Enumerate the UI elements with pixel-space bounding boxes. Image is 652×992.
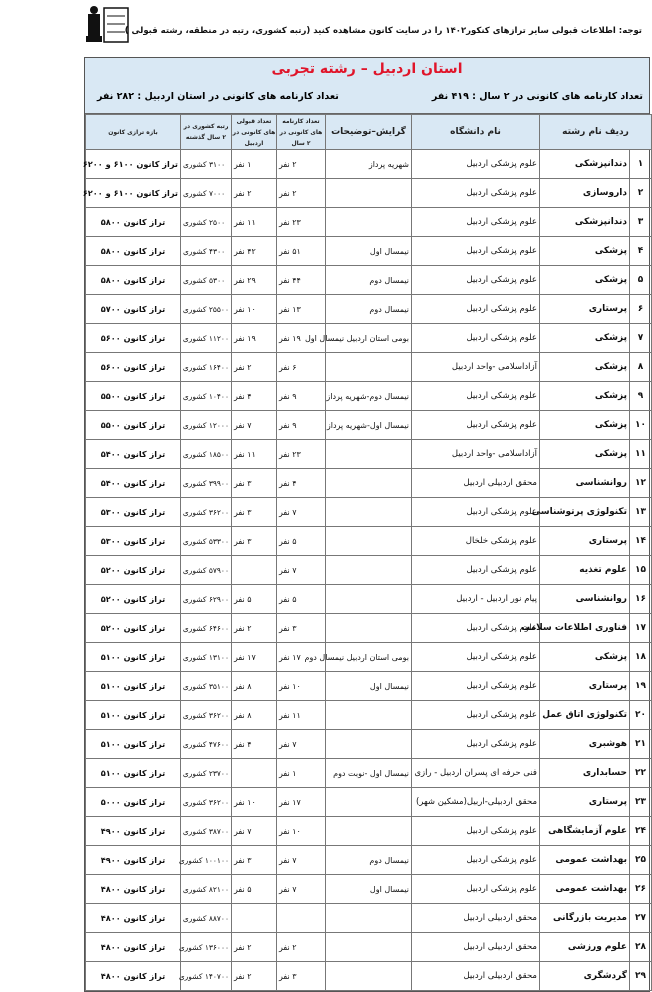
major-name: گردشگری: [540, 962, 630, 991]
desc-cell: [326, 730, 412, 759]
panel-header: [85, 58, 649, 114]
table-row: [86, 208, 652, 237]
major-name: پرستاری: [540, 788, 630, 817]
university-name: علوم پزشکی اردبیل: [412, 498, 540, 527]
count-cell: ۳ نفر: [277, 962, 326, 991]
range-cell: تراز کانون ۶۱۰۰ و ۶۲۰۰: [86, 179, 181, 208]
range-cell: تراز کانون ۴۸۰۰: [86, 962, 181, 991]
row-index: ۲۲: [630, 759, 652, 788]
university-name: علوم پزشکی خلخال: [412, 527, 540, 556]
university-name: محقق اردبیلی اردبیل: [412, 962, 540, 991]
rank-cell: ۸۸۷۰۰ کشوری: [181, 904, 232, 933]
count-cell: ۹ نفر: [277, 382, 326, 411]
rank-cell: ۱۶۴۰۰ کشوری: [181, 353, 232, 382]
major-name: علوم آزمایشگاهی: [540, 817, 630, 846]
rank-cell: ۱۱۲۰۰ کشوری: [181, 324, 232, 353]
university-name: فنی حرفه ای پسران اردبیل - رازی: [412, 759, 540, 788]
range-cell: تراز کانون ۵۵۰۰: [86, 382, 181, 411]
rank-cell: ۳۸۷۰۰ کشوری: [181, 817, 232, 846]
university-name: علوم پزشکی اردبیل: [412, 817, 540, 846]
count-cell: ۲ نفر: [277, 933, 326, 962]
accepted-cell: ۷ نفر: [232, 411, 277, 440]
col-header-count: تعداد کارنامه های کانونی در ۲ سال: [277, 115, 326, 150]
table-row: [86, 788, 652, 817]
desc-cell: نیمسال دوم-شهریه پرداز: [326, 382, 412, 411]
table-row: [86, 324, 652, 353]
rank-cell: ۱۰۰۱۰۰ کشوری: [181, 846, 232, 875]
range-cell: تراز کانون ۵۸۰۰: [86, 208, 181, 237]
accepted-cell: [232, 904, 277, 933]
accepted-cell: ۱۰ نفر: [232, 295, 277, 324]
row-index: ۲۷: [630, 904, 652, 933]
major-name: علوم تغذیه: [540, 556, 630, 585]
table-row: [86, 469, 652, 498]
desc-cell: [326, 498, 412, 527]
count-cell: ۱۰ نفر: [277, 672, 326, 701]
col-header-accepted: تعداد قبولی های کانونی در اردبیل: [232, 115, 277, 150]
desc-cell: [326, 614, 412, 643]
count-cell: ۱ نفر: [277, 759, 326, 788]
rank-cell: ۳۱۰۰ کشوری: [181, 150, 232, 179]
table-row: [86, 962, 652, 991]
accepted-cell: ۸ نفر: [232, 672, 277, 701]
range-cell: تراز کانون ۴۸۰۰: [86, 875, 181, 904]
table-row: [86, 672, 652, 701]
count-cell: ۵۱ نفر: [277, 237, 326, 266]
range-cell: تراز کانون ۵۷۰۰: [86, 295, 181, 324]
rank-cell: ۲۳۷۰۰ کشوری: [181, 759, 232, 788]
range-cell: تراز کانون ۴۸۰۰: [86, 933, 181, 962]
table-row: [86, 527, 652, 556]
top-bar: [0, 0, 650, 48]
row-index: ۲۹: [630, 962, 652, 991]
table-row: [86, 643, 652, 672]
col-header-row-major: ردیف نام رشته: [540, 115, 652, 150]
major-name: تکنولوژی اتاق عمل: [540, 701, 630, 730]
count-cell: ۷ نفر: [277, 730, 326, 759]
table-row: [86, 556, 652, 585]
desc-cell: [326, 440, 412, 469]
table-row: [86, 904, 652, 933]
count-cell: ۴ نفر: [277, 469, 326, 498]
university-name: محقق اردبیلی اردبیل: [412, 933, 540, 962]
table-row: [86, 179, 652, 208]
accepted-cell: ۷ نفر: [232, 817, 277, 846]
row-index: ۲۶: [630, 875, 652, 904]
rank-cell: ۲۵۰۰ کشوری: [181, 208, 232, 237]
major-name: پرستاری: [540, 672, 630, 701]
accepted-cell: ۲ نفر: [232, 962, 277, 991]
range-cell: تراز کانون ۵۴۰۰: [86, 440, 181, 469]
rank-cell: ۳۶۲۰۰ کشوری: [181, 788, 232, 817]
range-cell: تراز کانون ۵۳۰۰: [86, 527, 181, 556]
accepted-cell: ۲ نفر: [232, 614, 277, 643]
desc-cell: [326, 962, 412, 991]
accepted-cell: ۳ نفر: [232, 498, 277, 527]
university-name: علوم پزشکی اردبیل: [412, 730, 540, 759]
university-name: علوم پزشکی اردبیل: [412, 614, 540, 643]
range-cell: تراز کانون ۵۶۰۰: [86, 324, 181, 353]
top-note: توجه: اطلاعات قبولی سایر ترازهای کنکور۱۴۰۲ را در سایت کانون مشاهده کنید (رتبه کشوری، رتبه در منطقه، رشته قبولی ): [124, 26, 642, 36]
range-cell: تراز کانون ۵۱۰۰: [86, 701, 181, 730]
university-name: علوم پزشکی اردبیل: [412, 701, 540, 730]
rank-cell: ۱۲۰۰۰ کشوری: [181, 411, 232, 440]
table-row: [86, 411, 652, 440]
major-name: پزشکی: [540, 353, 630, 382]
row-index: ۲: [630, 179, 652, 208]
count-cell: ۷ نفر: [277, 875, 326, 904]
desc-cell: نیمسال دوم: [326, 295, 412, 324]
university-name: علوم پزشکی اردبیل: [412, 295, 540, 324]
range-cell: تراز کانون ۵۰۰۰: [86, 788, 181, 817]
table-row: [86, 585, 652, 614]
table-row: [86, 266, 652, 295]
major-name: فناوری اطلاعات سلامت: [540, 614, 630, 643]
range-cell: تراز کانون ۵۱۰۰: [86, 643, 181, 672]
rank-cell: ۸۲۱۰۰ کشوری: [181, 875, 232, 904]
count-cell: ۱۹ نفر: [277, 324, 326, 353]
row-index: ۱۵: [630, 556, 652, 585]
table-row: [86, 295, 652, 324]
table-row: [86, 846, 652, 875]
desc-cell: [326, 933, 412, 962]
table-row: [86, 614, 652, 643]
range-cell: تراز کانون ۵۱۰۰: [86, 730, 181, 759]
university-name: علوم پزشکی اردبیل: [412, 875, 540, 904]
desc-cell: [326, 701, 412, 730]
university-name: آزاداسلامی -واحد اردبیل: [412, 353, 540, 382]
university-name: محقق اردبیلی-اربیل(مشکین شهر): [412, 788, 540, 817]
accepted-cell: ۴۲ نفر: [232, 237, 277, 266]
row-index: ۱۴: [630, 527, 652, 556]
rank-cell: ۳۶۲۰۰ کشوری: [181, 498, 232, 527]
page-title: استان اردبیل – رشته تجربی: [271, 61, 463, 77]
major-name: بهداشت عمومی: [540, 846, 630, 875]
table-row: [86, 759, 652, 788]
major-name: مدیریت بازرگانی: [540, 904, 630, 933]
row-index: ۱: [630, 150, 652, 179]
major-name: پزشکی: [540, 266, 630, 295]
accepted-cell: ۳ نفر: [232, 469, 277, 498]
range-cell: تراز کانون ۵۲۰۰: [86, 614, 181, 643]
rank-cell: ۴۳۰۰ کشوری: [181, 237, 232, 266]
rank-cell: ۱۸۵۰۰ کشوری: [181, 440, 232, 469]
row-index: ۱۱: [630, 440, 652, 469]
university-name: علوم پزشکی اردبیل: [412, 266, 540, 295]
major-name: دندانپزشکی: [540, 150, 630, 179]
desc-cell: نیمسال دوم: [326, 846, 412, 875]
accepted-cell: ۴ نفر: [232, 730, 277, 759]
desc-cell: [326, 469, 412, 498]
accepted-cell: ۵ نفر: [232, 875, 277, 904]
desc-cell: [326, 904, 412, 933]
table-row: [86, 382, 652, 411]
results-table: [82, 114, 652, 991]
major-name: پزشکی: [540, 440, 630, 469]
desc-cell: شهریه پرداز: [326, 150, 412, 179]
rank-cell: ۱۰۴۰۰ کشوری: [181, 382, 232, 411]
count-cell: ۱۷ نفر: [277, 643, 326, 672]
university-name: علوم پزشکی اردبیل: [412, 846, 540, 875]
table-row: [86, 150, 652, 179]
row-index: ۹: [630, 382, 652, 411]
row-index: ۸: [630, 353, 652, 382]
row-index: ۵: [630, 266, 652, 295]
desc-cell: [326, 817, 412, 846]
col-header-range: بازه ترازی کانون: [86, 115, 181, 150]
row-index: ۱۰: [630, 411, 652, 440]
rank-cell: ۳۹۹۰۰ کشوری: [181, 469, 232, 498]
col-header-rank: رتبه کشوری در ۲ سال گذشته: [181, 115, 232, 150]
university-name: علوم پزشکی اردبیل: [412, 672, 540, 701]
university-name: محقق اردبیلی اردبیل: [412, 904, 540, 933]
row-index: ۲۵: [630, 846, 652, 875]
rank-cell: ۳۶۲۰۰ کشوری: [181, 701, 232, 730]
range-cell: تراز کانون ۵۳۰۰: [86, 498, 181, 527]
university-name: علوم پزشکی اردبیل: [412, 150, 540, 179]
count-cell: ۲۳ نفر: [277, 208, 326, 237]
row-index: ۱۶: [630, 585, 652, 614]
row-index: ۴: [630, 237, 652, 266]
major-name: بهداشت عمومی: [540, 875, 630, 904]
rank-cell: ۱۳۱۰۰ کشوری: [181, 643, 232, 672]
desc-cell: نیمسال اول: [326, 237, 412, 266]
desc-cell: [326, 353, 412, 382]
range-cell: تراز کانون ۴۹۰۰: [86, 846, 181, 875]
major-name: پزشکی: [540, 237, 630, 266]
kanoon-logo: [84, 4, 130, 44]
total-province: تعداد کارنامه های کانونی در استان اردبیل : ۲۸۲ نفر: [97, 91, 339, 102]
count-cell: ۲۳ نفر: [277, 440, 326, 469]
range-cell: تراز کانون ۵۸۰۰: [86, 237, 181, 266]
desc-cell: [326, 179, 412, 208]
university-name: علوم پزشکی اردبیل: [412, 556, 540, 585]
table-row: [86, 440, 652, 469]
count-cell: [277, 904, 326, 933]
table-body: [82, 150, 652, 991]
major-name: داروسازی: [540, 179, 630, 208]
desc-cell: نیمسال اول-شهریه پرداز: [326, 411, 412, 440]
accepted-cell: ۴ نفر: [232, 382, 277, 411]
accepted-cell: ۱۰ نفر: [232, 788, 277, 817]
major-name: تکنولوژی پرتوشناسی: [540, 498, 630, 527]
range-cell: تراز کانون ۵۵۰۰: [86, 411, 181, 440]
university-name: علوم پزشکی اردبیل: [412, 208, 540, 237]
major-name: روانشناسی: [540, 469, 630, 498]
row-index: ۲۱: [630, 730, 652, 759]
accepted-cell: ۸ نفر: [232, 701, 277, 730]
count-cell: ۵ نفر: [277, 527, 326, 556]
rank-cell: ۲۵۵۰۰ کشوری: [181, 295, 232, 324]
major-name: پرستاری: [540, 527, 630, 556]
major-name: دندانپزشکی: [540, 208, 630, 237]
table-row: [86, 701, 652, 730]
accepted-cell: ۵ نفر: [232, 585, 277, 614]
range-cell: تراز کانون ۵۴۰۰: [86, 469, 181, 498]
row-index: ۱۹: [630, 672, 652, 701]
accepted-cell: ۲ نفر: [232, 353, 277, 382]
range-cell: تراز کانون ۵۱۰۰: [86, 672, 181, 701]
desc-cell: بومی استان اردبیل نیمسال دوم: [326, 643, 412, 672]
accepted-cell: ۲۹ نفر: [232, 266, 277, 295]
row-index: ۱۳: [630, 498, 652, 527]
table-row: [86, 875, 652, 904]
total-two-years: تعداد کارنامه های کانونی در ۲ سال : ۴۱۹ نفر: [431, 91, 643, 102]
desc-cell: [326, 208, 412, 237]
major-name: پزشکی: [540, 382, 630, 411]
rank-cell: ۵۳۰۰ کشوری: [181, 266, 232, 295]
desc-cell: نیمسال اول: [326, 672, 412, 701]
range-cell: تراز کانون ۵۶۰۰: [86, 353, 181, 382]
university-name: علوم پزشکی اردبیل: [412, 382, 540, 411]
row-index: ۳: [630, 208, 652, 237]
accepted-cell: ۱۱ نفر: [232, 208, 277, 237]
major-name: پزشکی: [540, 411, 630, 440]
range-cell: تراز کانون ۵۸۰۰: [86, 266, 181, 295]
range-cell: تراز کانون ۵۱۰۰: [86, 759, 181, 788]
count-cell: ۱۰ نفر: [277, 817, 326, 846]
rank-cell: ۵۳۳۰۰ کشوری: [181, 527, 232, 556]
col-header-desc: گرایش–توضیحات: [326, 115, 412, 150]
row-index: ۲۸: [630, 933, 652, 962]
desc-cell: بومی استان اردبیل نیمسال اول: [326, 324, 412, 353]
range-cell: تراز کانون ۴۹۰۰: [86, 817, 181, 846]
major-name: پزشکی: [540, 324, 630, 353]
university-name: پیام نور اردبیل - اردبیل: [412, 585, 540, 614]
results-panel: [84, 57, 650, 992]
row-index: ۱۸: [630, 643, 652, 672]
table-header-row: [86, 115, 652, 150]
major-name: حسابداری: [540, 759, 630, 788]
count-cell: ۱۷ نفر: [277, 788, 326, 817]
row-index: ۲۰: [630, 701, 652, 730]
accepted-cell: [232, 556, 277, 585]
count-cell: ۵ نفر: [277, 585, 326, 614]
university-name: علوم پزشکی اردبیل: [412, 179, 540, 208]
table-row: [86, 817, 652, 846]
major-name: پرستاری: [540, 295, 630, 324]
major-name: هوشبری: [540, 730, 630, 759]
desc-cell: [326, 527, 412, 556]
accepted-cell: ۱۹ نفر: [232, 324, 277, 353]
count-cell: ۷ نفر: [277, 498, 326, 527]
accepted-cell: ۳ نفر: [232, 527, 277, 556]
row-index: ۷: [630, 324, 652, 353]
range-cell: تراز کانون ۴۸۰۰: [86, 904, 181, 933]
count-cell: ۹ نفر: [277, 411, 326, 440]
desc-cell: [326, 556, 412, 585]
major-name: روانشناسی: [540, 585, 630, 614]
range-cell: تراز کانون ۶۱۰۰ و ۶۲۰۰: [86, 150, 181, 179]
rank-cell: ۵۷۹۰۰ کشوری: [181, 556, 232, 585]
count-cell: ۷ نفر: [277, 556, 326, 585]
table-row: [86, 237, 652, 266]
count-cell: ۷ نفر: [277, 846, 326, 875]
desc-cell: نیمسال اول: [326, 875, 412, 904]
row-index: ۲۴: [630, 817, 652, 846]
major-name: پزشکی: [540, 643, 630, 672]
rank-cell: ۱۴۰۷۰۰ کشوری: [181, 962, 232, 991]
table-row: [86, 933, 652, 962]
row-index: ۱۲: [630, 469, 652, 498]
accepted-cell: ۳ نفر: [232, 846, 277, 875]
row-index: ۱۷: [630, 614, 652, 643]
university-name: آزاداسلامی -واحد اردبیل: [412, 440, 540, 469]
rank-cell: ۴۷۶۰۰ کشوری: [181, 730, 232, 759]
range-cell: تراز کانون ۵۲۰۰: [86, 585, 181, 614]
count-cell: ۴۴ نفر: [277, 266, 326, 295]
rank-cell: ۱۳۶۰۰۰ کشوری: [181, 933, 232, 962]
desc-cell: نیمسال اول -نوبت دوم: [326, 759, 412, 788]
count-cell: ۲ نفر: [277, 179, 326, 208]
accepted-cell: ۱۷ نفر: [232, 643, 277, 672]
accepted-cell: ۱۱ نفر: [232, 440, 277, 469]
desc-cell: نیمسال دوم: [326, 266, 412, 295]
rank-cell: ۶۲۹۰۰ کشوری: [181, 585, 232, 614]
row-index: ۲۳: [630, 788, 652, 817]
table-row: [86, 730, 652, 759]
rank-cell: ۷۰۰۰ کشوری: [181, 179, 232, 208]
accepted-cell: [232, 759, 277, 788]
row-index: ۶: [630, 295, 652, 324]
table-row: [86, 353, 652, 382]
university-name: علوم پزشکی اردبیل: [412, 237, 540, 266]
accepted-cell: ۲ نفر: [232, 179, 277, 208]
range-cell: تراز کانون ۵۲۰۰: [86, 556, 181, 585]
accepted-cell: ۲ نفر: [232, 933, 277, 962]
university-name: علوم پزشکی اردبیل: [412, 411, 540, 440]
major-name: علوم ورزشی: [540, 933, 630, 962]
desc-cell: [326, 585, 412, 614]
desc-cell: [326, 788, 412, 817]
table-row: [86, 498, 652, 527]
count-cell: ۲ نفر: [277, 150, 326, 179]
count-cell: ۳ نفر: [277, 614, 326, 643]
accepted-cell: ۱ نفر: [232, 150, 277, 179]
count-cell: ۶ نفر: [277, 353, 326, 382]
rank-cell: ۶۴۶۰۰ کشوری: [181, 614, 232, 643]
university-name: علوم پزشکی اردبیل: [412, 324, 540, 353]
col-header-university: نام دانشگاه: [412, 115, 540, 150]
university-name: محقق اردبیلی اردبیل: [412, 469, 540, 498]
count-cell: ۱۳ نفر: [277, 295, 326, 324]
rank-cell: ۳۵۱۰۰ کشوری: [181, 672, 232, 701]
university-name: علوم پزشکی اردبیل: [412, 643, 540, 672]
count-cell: ۱۱ نفر: [277, 701, 326, 730]
